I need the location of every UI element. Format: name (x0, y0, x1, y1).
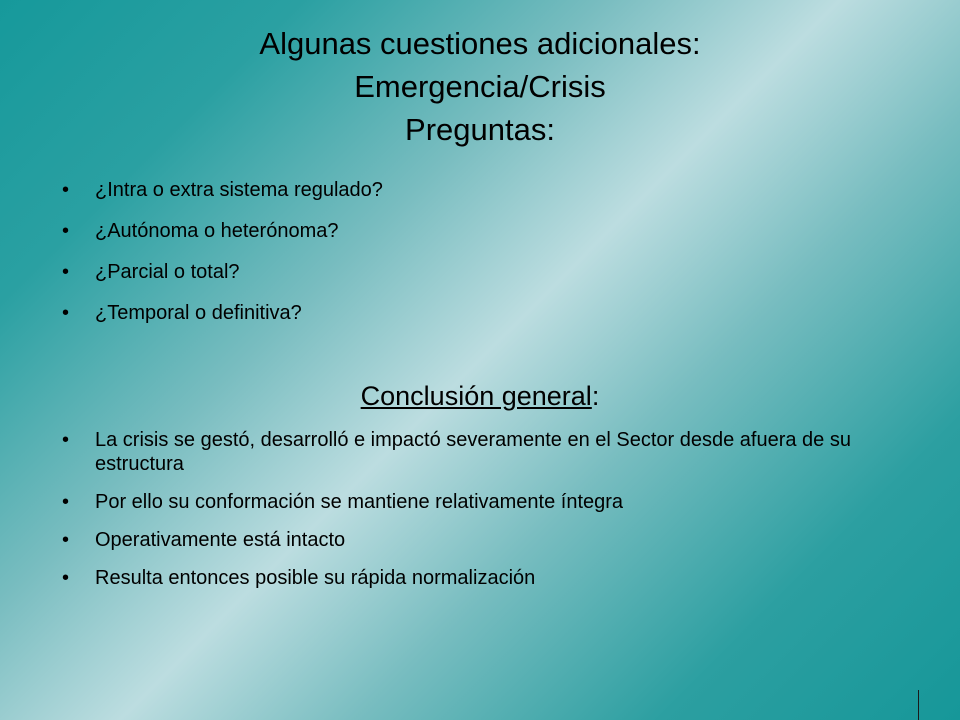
question-text: ¿Autónoma o heterónoma? (95, 220, 339, 242)
conclusion-text: Por ello su conformación se mantiene relativamente íntegra (95, 491, 624, 513)
bullet-icon: • (62, 529, 70, 551)
question-text: ¿Parcial o total? (95, 261, 240, 283)
bullet-icon: • (62, 261, 70, 283)
bullet-icon: • (62, 220, 70, 242)
title-line-1: Algunas cuestiones adicionales: (259, 26, 701, 61)
question-item (60, 178, 900, 219)
conclusion-text: La crisis se gestó, desarrolló e impactó severamente en el Sector desde afuera de su estructura (95, 429, 851, 475)
conclusion-item (60, 528, 900, 552)
questions-list (60, 178, 900, 342)
question-item (60, 260, 900, 301)
title-line-2: Emergencia/Crisis (354, 69, 606, 104)
bullet-icon: • (62, 567, 70, 589)
edge-divider-line (918, 690, 919, 720)
conclusion-heading-text: Conclusión general (360, 381, 592, 411)
conclusion-item (60, 490, 900, 514)
conclusion-heading-colon: : (591, 381, 600, 411)
conclusion-heading (0, 380, 960, 412)
conclusion-text: Resulta entonces posible su rápida normalización (95, 567, 536, 589)
title-line-3: Preguntas: (405, 112, 555, 147)
slide-title (0, 22, 960, 151)
conclusion-text: Operativamente está intacto (95, 529, 346, 551)
question-item (60, 301, 900, 342)
conclusion-list (60, 428, 900, 604)
bullet-icon: • (62, 491, 70, 513)
question-item (60, 219, 900, 260)
conclusion-item (60, 566, 900, 590)
bullet-icon: • (62, 302, 70, 324)
question-text: ¿Temporal o definitiva? (95, 302, 302, 324)
bullet-icon: • (62, 179, 70, 201)
question-text: ¿Intra o extra sistema regulado? (95, 179, 383, 201)
bullet-icon: • (62, 429, 70, 451)
conclusion-item (60, 428, 900, 476)
